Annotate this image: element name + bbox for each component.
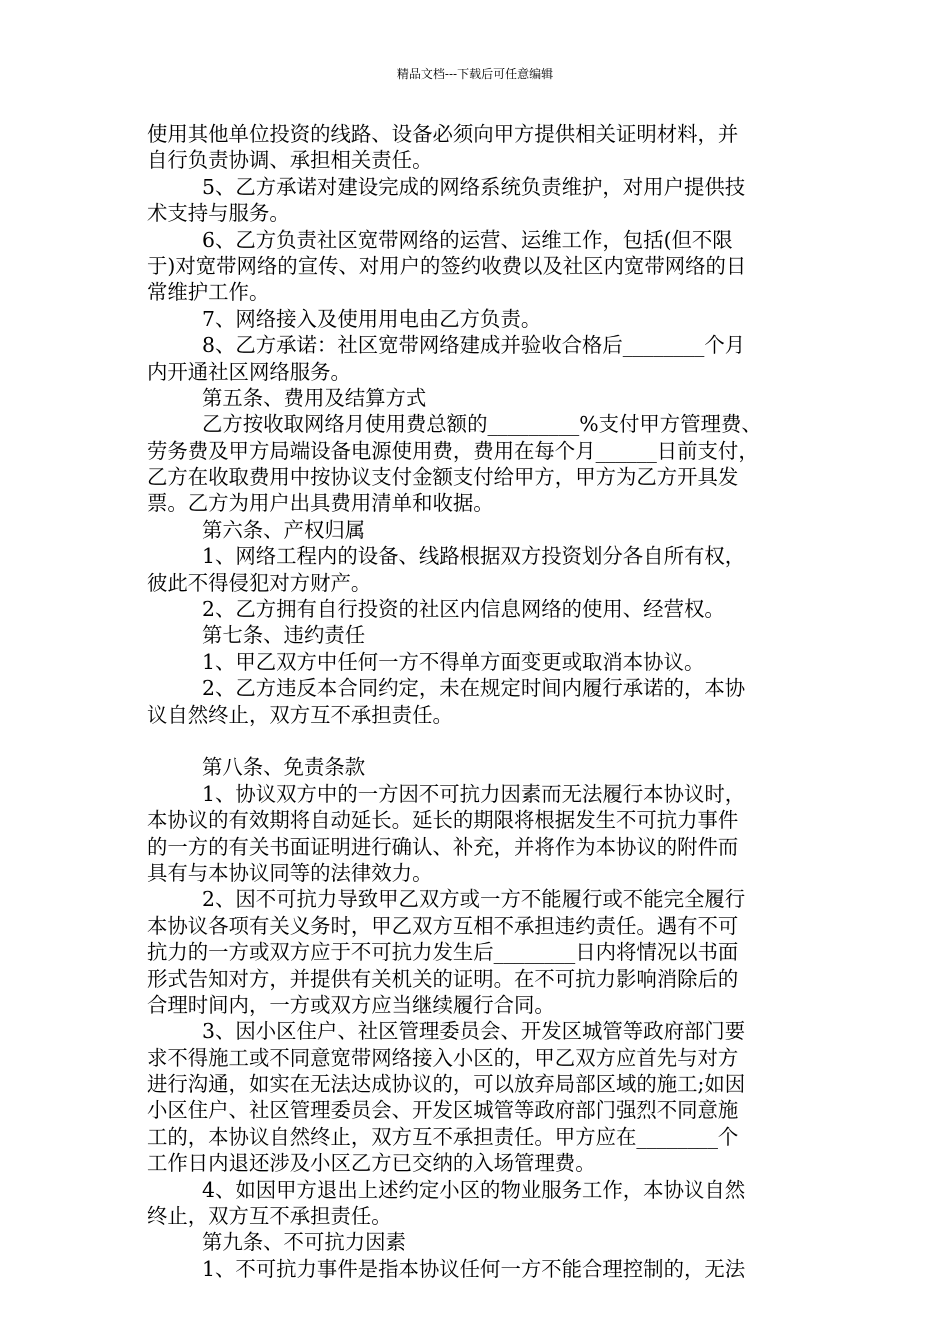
text-line: 本协议各项有关义务时，甲乙双方互相不承担违约责任。遇有不可 — [147, 913, 739, 938]
text-line: 第六条、产权归属 — [202, 517, 366, 542]
document-body — [147, 121, 807, 1282]
text-line: 第九条、不可抗力因素 — [202, 1230, 406, 1255]
text-line: 1、不可抗力事件是指本协议任何一方不能合理控制的，无法 — [202, 1256, 746, 1281]
text-line: 2、因不可抗力导致甲乙双方或一方不能履行或不能完全履行 — [202, 887, 746, 912]
text-line: 自行负责协调、承担相关责任。 — [147, 148, 433, 173]
text-line: 6、乙方负责社区宽带网络的运营、运维工作，包括(但不限 — [202, 227, 733, 252]
text-line: 5、乙方承诺对建设完成的网络系统负责维护，对用户提供技 — [202, 174, 746, 199]
text-line: 于)对宽带网络的宣传、对用户的签约收费以及社区内宽带网络的日 — [147, 253, 747, 278]
text-line: 议自然终止，双方互不承担责任。 — [147, 702, 453, 727]
text-line: 1、协议双方中的一方因不可抗力因素而无法履行本协议时， — [202, 781, 746, 806]
text-line: 1、网络工程内的设备、线路根据双方投资划分各自所有权， — [202, 544, 746, 569]
text-line: 7、网络接入及使用用电由乙方负责。 — [202, 306, 542, 331]
text-line: 2、乙方违反本合同约定，未在规定时间内履行承诺的，本协 — [202, 676, 746, 701]
text-line: 1、甲乙双方中任何一方不得单方面变更或取消本协议。 — [202, 649, 705, 674]
text-line: 乙方在收取费用中按协议支付金额支付给甲方，甲方为乙方开具发 — [147, 465, 739, 490]
text-line: 使用其他单位投资的线路、设备必须向甲方提供相关证明材料，并 — [147, 122, 739, 146]
text-line: 第八条、免责条款 — [202, 755, 366, 780]
text-line: 第五条、费用及结算方式 — [202, 385, 427, 410]
text-line: 工的，本协议自然终止，双方互不承担责任。甲方应在________个 — [147, 1124, 739, 1149]
text-line: 术支持与服务。 — [147, 201, 290, 226]
text-line: 本协议的有效期将自动延长。延长的期限将根据发生不可抗力事件 — [147, 808, 739, 833]
text-line: 2、乙方拥有自行投资的社区内信息网络的使用、经营权。 — [202, 597, 725, 622]
text-line: 具有与本协议同等的法律效力。 — [147, 860, 433, 885]
text-line: 常维护工作。 — [147, 280, 270, 305]
text-line: 8、乙方承诺：社区宽带网络建成并验收合格后________个月 — [202, 333, 746, 358]
text-line: 劳务费及甲方局端设备电源使用费，费用在每个月______日前支付， — [147, 438, 759, 463]
text-line: 求不得施工或不同意宽带网络接入小区的，甲乙双方应首先与对方 — [147, 1045, 739, 1070]
text-line: 票。乙方为用户出具费用清单和收据。 — [147, 491, 494, 516]
text-line: 终止，双方互不承担责任。 — [147, 1204, 392, 1229]
text-line: 4、如因甲方退出上述约定小区的物业服务工作，本协议自然 — [202, 1177, 746, 1202]
text-line: 抗力的一方或双方应于不可抗力发生后________日内将情况以书面 — [147, 940, 739, 965]
text-line: 彼此不得侵犯对方财产。 — [147, 570, 372, 595]
text-line: 形式告知对方，并提供有关机关的证明。在不可抗力影响消除后的 — [147, 966, 739, 991]
text-line: 的一方的有关书面证明进行确认、补充，并将作为本协议的附件而 — [147, 834, 739, 859]
page-header: 精品文档---下载后可任意编辑 — [396, 67, 554, 81]
text-line: 合理时间内，一方或双方应当继续履行合同。 — [147, 992, 555, 1017]
text-line: 乙方按收取网络月使用费总额的_________%支付甲方管理费、 — [202, 412, 762, 437]
text-line: 内开通社区网络服务。 — [147, 359, 351, 384]
text-line: 小区住户、社区管理委员会、开发区城管等政府部门强烈不同意施 — [147, 1098, 739, 1123]
text-line: 进行沟通，如实在无法达成协议的，可以放弃局部区域的施工;如因 — [147, 1072, 746, 1097]
blank-line — [147, 728, 807, 754]
text-line: 第七条、违约责任 — [202, 623, 366, 648]
text-line: 工作日内退还涉及小区乙方已交纳的入场管理费。 — [147, 1151, 596, 1176]
text-line: 3、因小区住户、社区管理委员会、开发区城管等政府部门要 — [202, 1019, 746, 1044]
